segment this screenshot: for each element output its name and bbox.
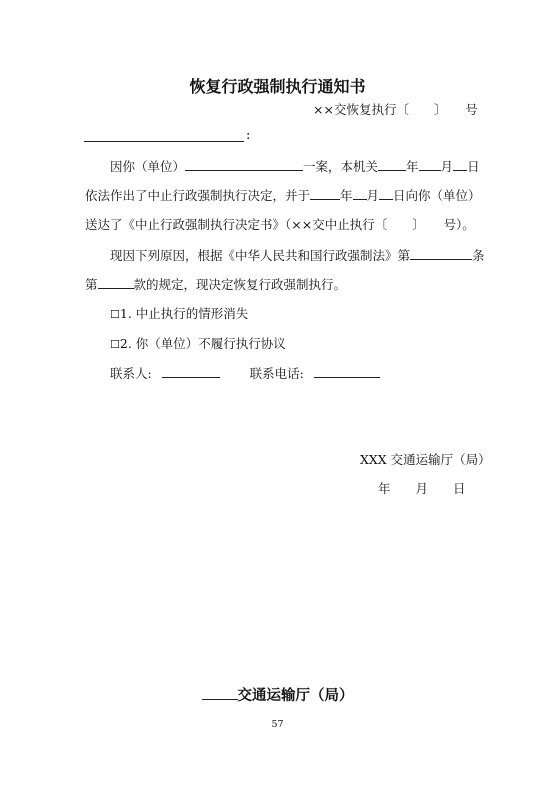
signature-date: 年 月 日 <box>378 481 466 496</box>
contact-person-blank[interactable] <box>162 365 220 378</box>
case-blank[interactable] <box>185 158 303 171</box>
checkbox-icon[interactable]: ☐ <box>110 308 120 321</box>
para2-line2: 第 款的规定，现决定恢复行政强制执行。 <box>85 277 347 292</box>
signature-org: XXX 交通运输厅（局） <box>360 452 491 467</box>
month-blank-2[interactable] <box>353 187 367 200</box>
year-blank-1[interactable] <box>378 158 406 171</box>
contact-phone-blank[interactable] <box>314 365 380 378</box>
recipient-colon: : <box>246 128 251 143</box>
footer-org-blank[interactable] <box>202 686 238 700</box>
contact-row <box>110 364 380 382</box>
page-number: 57 <box>271 719 284 730</box>
clause-blank[interactable] <box>98 276 134 289</box>
document-number: ××交恢复执行〔 〕 号 <box>313 102 478 117</box>
day-blank-1[interactable] <box>453 158 467 171</box>
para1-line3: 送达了《中止行政强制执行决定书》（××交中止执行〔 〕 号）。 <box>85 217 475 232</box>
document-title: 恢复行政强制执行通知书 <box>189 77 366 96</box>
recipient-blank[interactable] <box>84 140 244 142</box>
contact-person-label: 联系人: <box>110 366 152 381</box>
day-blank-2[interactable] <box>379 187 393 200</box>
para1-line1: 因你（单位） 一案，本机关 年 月 日 <box>110 159 480 174</box>
article-blank[interactable] <box>410 247 472 260</box>
month-blank-1[interactable] <box>419 158 441 171</box>
option-2[interactable]: ☐2. 你（单位）不履行执行协议 <box>110 336 286 351</box>
year-blank-2[interactable] <box>310 187 340 200</box>
checkbox-icon[interactable]: ☐ <box>110 338 120 351</box>
contact-phone-label: 联系电话: <box>249 366 304 381</box>
para2-line1: 现因下列原因，根据《中华人民共和国行政强制法》第 条 <box>110 248 485 263</box>
para1-line2: 依法作出了中止行政强制执行决定，并于 年 月 日向你（单位） <box>85 188 481 203</box>
footer-org: 交通运输厅（局） <box>0 684 555 705</box>
option-1[interactable]: ☐1. 中止执行的情形消失 <box>110 306 249 321</box>
